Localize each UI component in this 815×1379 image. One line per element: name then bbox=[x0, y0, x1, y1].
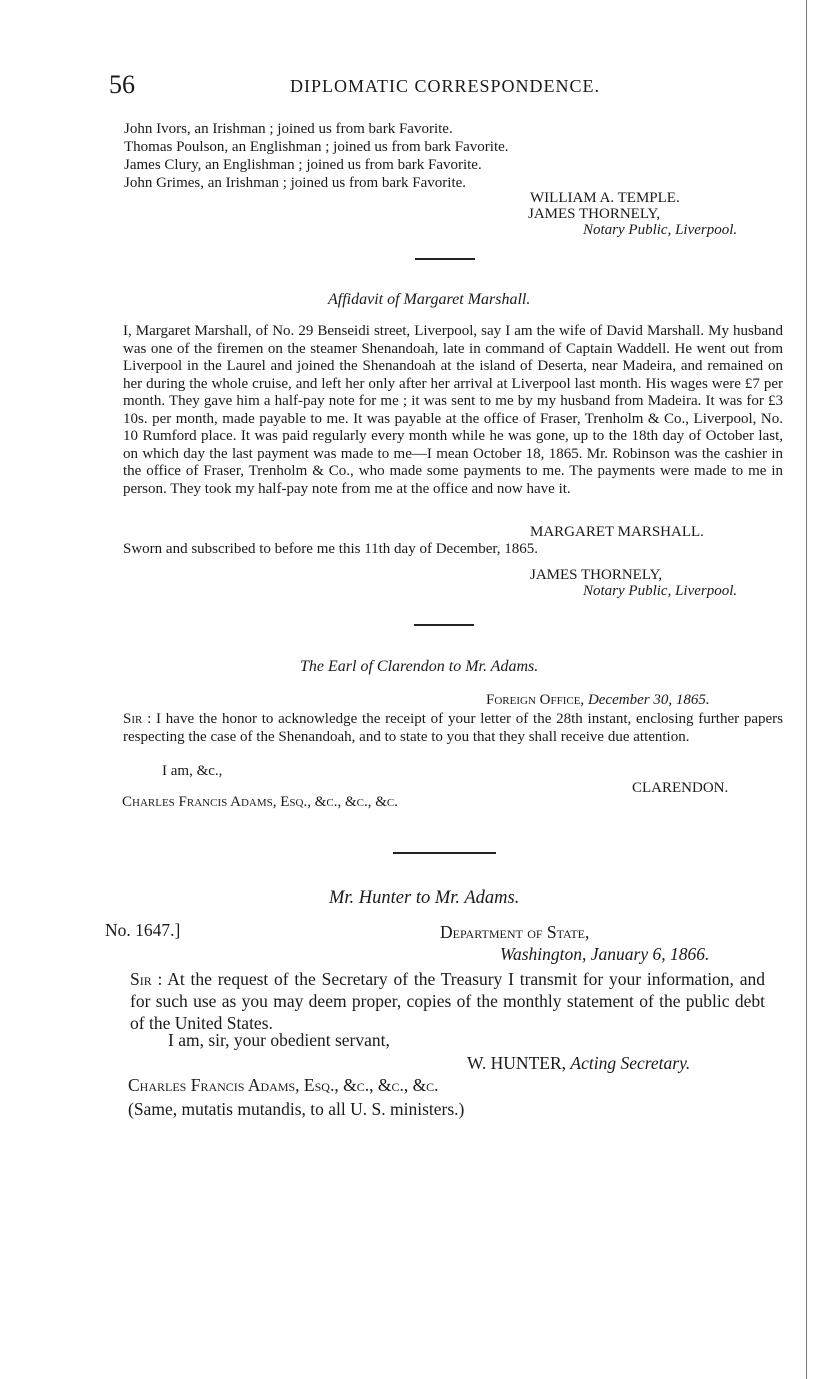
affidavit-text: I, Margaret Marshall, of No. 29 Benseidi street, Liverpool, say I am the wife of David Marshall. My husband was one of the firemen on the steamer Shenandoah, late in command of Captain Waddell. He went out from Liverpool in the Laurel and joined the Shenandoah at the island of Deserta, near Madeira, and remained on her during the whole cruise, and left her only after her arrival at Liverpool last month. His wages were £7 per month. They gave him a half-pay note for me ; it was sent to me by my husband from Madeira. It was for £3 10s. per month, made payable to me. It was payable at the office of Fraser, Trenholm & Co., Liverpool, No. 10 Rumford place. It was paid regularly every month while he was gone, up to the 18th day of October last, on which day the last payment was made to me—I mean October 18, 1865. Mr. Robinson was the cashier in the office of Fraser, Trenholm & Co., who made some payments to me. The payments were made to me in person. They took my half-pay note from me at the office and now have it. bbox=[123, 323, 783, 497]
affidavit-notary: JAMES THORNELY, bbox=[530, 567, 663, 583]
letter2-body bbox=[105, 968, 765, 1034]
letter1-closing: I am, &c., bbox=[162, 763, 223, 779]
affidavit-notary-title: Notary Public, Liverpool. bbox=[583, 583, 738, 599]
crew-signer-1: WILLIAM A. TEMPLE. bbox=[530, 190, 680, 206]
letter2-text: At the request of the Secretary of the Treasury I transmit for your information, and for such use as you may deem proper, copies of the monthly statement of the public debt of the United States. bbox=[130, 969, 765, 1033]
running-title: DIPLOMATIC CORRESPONDENCE. bbox=[290, 76, 601, 96]
letter2-note: (Same, mutatis mutandis, to all U. S. ministers.) bbox=[128, 1099, 465, 1119]
crew-signer-2: JAMES THORNELY, bbox=[528, 206, 661, 222]
affidavit-body bbox=[105, 323, 783, 498]
crew-line: James Clury, an Englishman ; joined us from bark Favorite. bbox=[124, 157, 482, 173]
letter2-signature-title: Acting Secretary. bbox=[570, 1053, 691, 1073]
letter1-body bbox=[105, 711, 783, 746]
letter2-signature: W. HUNTER, bbox=[467, 1053, 567, 1073]
crew-line: Thomas Poulson, an Englishman ; joined us from bark Favorite. bbox=[124, 139, 509, 155]
letter2-number: No. 1647.] bbox=[105, 920, 181, 940]
letter2-title: Mr. Hunter to Mr. Adams. bbox=[329, 888, 520, 908]
letter1-addressee: Charles Francis Adams, Esq., &c., &c., &c. bbox=[122, 794, 398, 810]
page-number: 56 bbox=[109, 70, 135, 99]
section-divider bbox=[393, 852, 496, 854]
letter1-signature: CLARENDON. bbox=[632, 780, 729, 796]
letter2-place-date: Washington, January 6, 1866. bbox=[500, 944, 710, 964]
affidavit-signature: MARGARET MARSHALL. bbox=[530, 524, 704, 540]
crew-line: John Ivors, an Irishman ; joined us from bark Favorite. bbox=[124, 121, 453, 137]
letter2-salutation: Sir : bbox=[130, 969, 163, 989]
letter1-salutation: Sir : bbox=[123, 711, 152, 727]
crew-line: John Grimes, an Irishman ; joined us from bark Favorite. bbox=[124, 175, 467, 191]
letter1-title: The Earl of Clarendon to Mr. Adams. bbox=[300, 658, 539, 675]
crew-list bbox=[124, 120, 509, 192]
letter1-place: Foreign Office, bbox=[486, 692, 585, 708]
crew-signer-2-title: Notary Public, Liverpool. bbox=[583, 222, 738, 238]
letter2-signature-line bbox=[467, 1053, 690, 1074]
letter1-dateline bbox=[486, 692, 710, 709]
affidavit-sworn: Sworn and subscribed to before me this 11th day of December, 1865. bbox=[123, 541, 538, 557]
letter2-closing: I am, sir, your obedient servant, bbox=[168, 1030, 390, 1050]
letter1-date: December 30, 1865. bbox=[587, 692, 710, 708]
affidavit-title: Affidavit of Margaret Marshall. bbox=[328, 291, 531, 308]
section-divider bbox=[414, 624, 474, 626]
page-edge-rule bbox=[806, 0, 807, 1379]
letter2-department: Department of State, bbox=[440, 922, 590, 942]
letter2-addressee: Charles Francis Adams, Esq., &c., &c., &c. bbox=[128, 1075, 439, 1095]
section-divider bbox=[415, 258, 475, 260]
letter1-text: I have the honor to acknowledge the receipt of your letter of the 28th instant, enclosing further papers respecting the case of the Shenandoah, and to state to you that they shall receive due attention. bbox=[123, 711, 784, 745]
